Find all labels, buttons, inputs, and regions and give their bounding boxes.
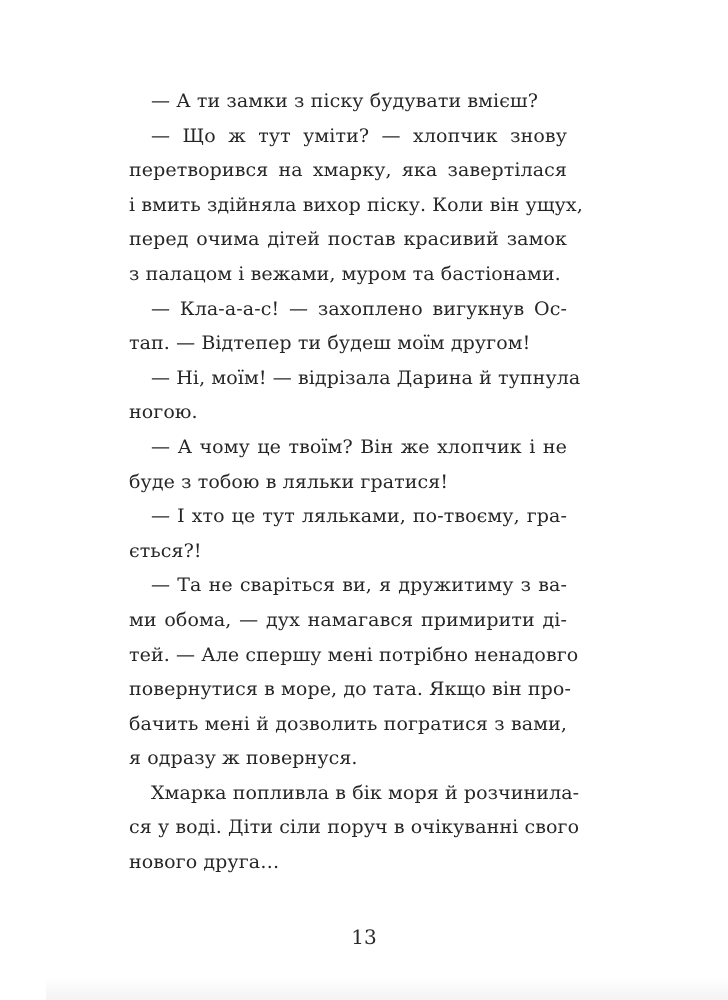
text-line: повернутися в море, до тата. Якщо він про- [129, 678, 571, 701]
text-line: тей. — Але спершу мені потрібно ненадовго [129, 643, 579, 666]
text-line: — Що ж тут уміти? — хлопчик знову [151, 124, 567, 147]
text-line: — І хто це тут ляльками, по-твоєму, гра- [151, 505, 567, 528]
text-line: тап. — Відтепер ти будеш моїм другом! [129, 332, 531, 355]
page-edge-shadow [46, 978, 728, 1000]
text-line: з палацом і вежами, муром та бастіонами. [129, 262, 561, 285]
text-line: і вмить здійняла вихор піску. Коли він ущух, [129, 193, 583, 216]
text-line: ми обома, — дух намагався примирити ді- [129, 608, 567, 631]
text-line: — Ні, моїм! — відрізала Дарина й тупнула [151, 366, 581, 389]
text-line: — А чому це твоїм? Він же хлопчик і не [151, 435, 567, 458]
body-text [129, 84, 583, 880]
text-line: ногою. [129, 401, 198, 424]
text-line: — Та не сваріться ви, я дружитиму з ва- [151, 574, 567, 597]
text-line: нового друга… [129, 851, 280, 874]
text-line: Хмарка попливла в бік моря й розчинила- [151, 781, 580, 804]
text-line: я одразу ж повернуся. [129, 747, 358, 770]
page-number: 13 [351, 925, 377, 949]
text-line: перетворився на хмарку, яка завертілася [129, 159, 567, 182]
text-line: ється?! [129, 539, 202, 562]
text-line: буде з тобою в ляльки гратися! [129, 470, 449, 493]
text-line: перед очима дітей постав красивий замок [129, 228, 567, 251]
text-line: — Кла-а-а-с! — захоплено вигукнув Ос- [151, 297, 567, 320]
text-line: — А ти замки з піску будувати вмієш? [151, 90, 538, 112]
text-line: бачить мені й дозволить погратися з вами, [129, 712, 567, 735]
text-line: ся у воді. Діти сіли поруч в очікуванні свого [129, 816, 580, 839]
